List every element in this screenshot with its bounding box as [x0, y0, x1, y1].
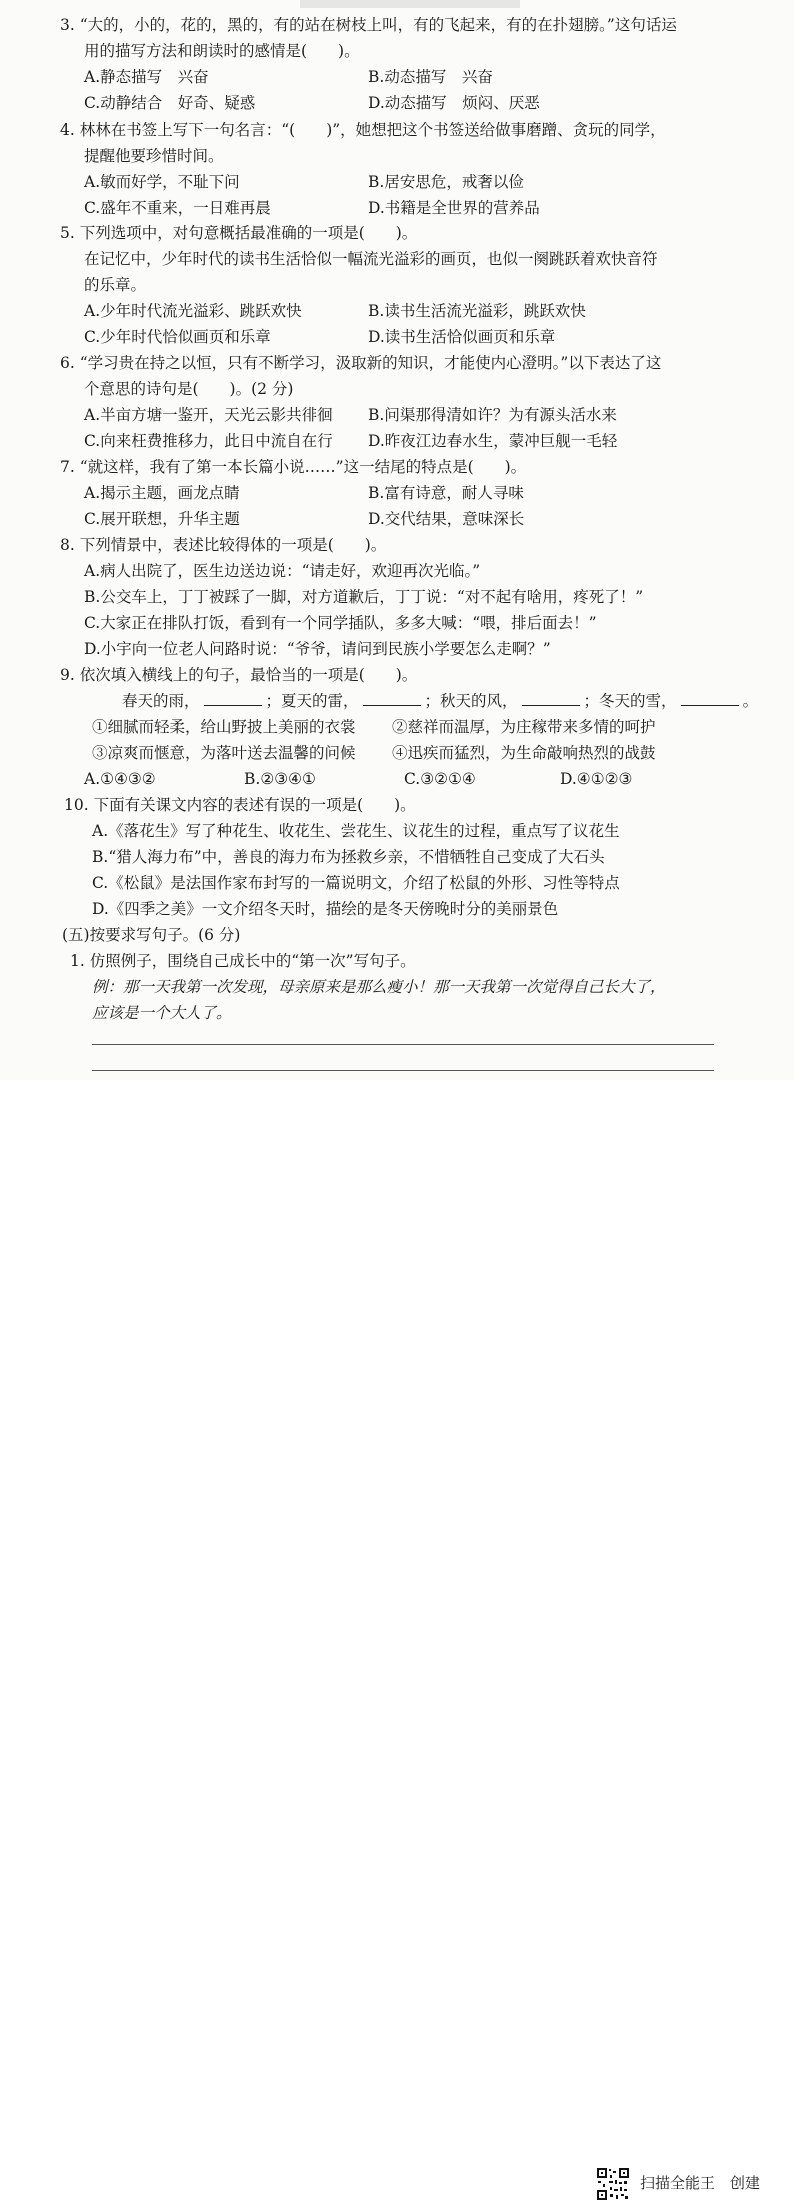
q9-fill-sentence — [122, 690, 758, 712]
q9-blank-2 — [363, 691, 421, 706]
q10-option-d: D.《四季之美》一文介绍冬天时，描绘的是冬天傍晚时分的美丽景色 — [92, 900, 559, 918]
q8-option-b: B.公交车上，丁丁被踩了一脚，对方道歉后，丁丁说：“对不起有啥用，疼死了！” — [84, 588, 644, 606]
q7-option-d: D.交代结果，意味深长 — [368, 510, 525, 528]
q8-option-c: C.大家正在排队打饭，看到有一个同学插队，多多大喊：“喂，排后面去！” — [84, 614, 597, 632]
q10-stem: 10. 下面有关课文内容的表述有误的一项是( )。 — [64, 796, 416, 814]
q9-choice-1: ①细腻而轻柔，给山野披上美丽的衣裳 — [92, 718, 356, 736]
q7-option-c: C.展开联想，升华主题 — [84, 510, 240, 528]
q8-option-d: D.小宇向一位老人问路时说：“爷爷，请问到民族小学要怎么走啊？” — [84, 640, 551, 658]
q5-option-b: B.读书生活流光溢彩，跳跃欢快 — [368, 302, 586, 320]
q9-blank-1 — [204, 691, 262, 706]
q5-stem-3: 的乐章。 — [84, 276, 147, 294]
q4-option-c: C.盛年不重来，一日难再晨 — [84, 199, 271, 217]
q9-text-spring: 春天的雨， — [122, 692, 200, 710]
q9-stem: 9. 依次填入横线上的句子，最恰当的一项是( )。 — [60, 666, 418, 684]
q10-option-a: A.《落花生》写了种花生、收花生、尝花生、议花生的过程，重点写了议花生 — [92, 822, 620, 840]
scanner-brand: 扫描全能王 创建 — [640, 2174, 761, 2192]
section5-example-1: 例：那一天我第一次发现，母亲原来是那么瘦小！那一天我第一次觉得自己长大了， — [92, 978, 666, 996]
q7-option-b: B.富有诗意，耐人寻味 — [368, 484, 524, 502]
section5-example-2: 应该是一个大人了。 — [92, 1004, 232, 1022]
q9-text-end: 。 — [742, 692, 759, 710]
q9-choice-2: ②慈祥而温厚，为庄稼带来多情的呵护 — [392, 718, 656, 736]
q5-option-a: A.少年时代流光溢彩、跳跃欢快 — [84, 302, 302, 320]
q9-blank-4 — [681, 691, 739, 706]
q4-stem-2: 提醒他要珍惜时间。 — [84, 147, 224, 165]
answer-line-1 — [92, 1044, 714, 1045]
section5-heading: (五)按要求写句子。(6 分) — [62, 926, 241, 944]
q9-blank-3 — [522, 691, 580, 706]
answer-line-2 — [92, 1070, 714, 1071]
q4-option-b: B.居安思危，戒奢以俭 — [368, 173, 524, 191]
q9-choice-4: ④迅疾而猛烈，为生命敲响热烈的战鼓 — [392, 744, 656, 762]
q6-option-d: D.昨夜江边春水生，蒙冲巨舰一毛轻 — [368, 432, 618, 450]
q6-option-a: A.半亩方塘一鉴开，天光云影共徘徊 — [84, 406, 333, 424]
scan-smudge — [300, 0, 520, 8]
q6-option-c: C.向来枉费推移力，此日中流自在行 — [84, 432, 333, 450]
scanner-footer — [0, 1080, 794, 2192]
q5-stem-2: 在记忆中，少年时代的读书生活恰似一幅流光溢彩的画页，也似一阕跳跃着欢快音符 — [84, 250, 658, 268]
q9-option-b: B.②③④① — [244, 770, 316, 788]
q9-option-d: D.④①②③ — [560, 770, 633, 788]
q5-option-c: C.少年时代恰似画页和乐章 — [84, 328, 271, 346]
q10-option-b: B.“猎人海力布”中，善良的海力布为拯救乡亲，不惜牺牲自己变成了大石头 — [92, 848, 605, 866]
q7-stem: 7. “就这样，我有了第一本长篇小说……”这一结尾的特点是( )。 — [60, 458, 527, 476]
q9-text-winter: ；冬天的雪， — [583, 692, 677, 710]
q4-stem-1: 4. 林林在书签上写下一句名言：“( )”，她想把这个书签送给做事磨蹭、贪玩的同学， — [60, 121, 666, 139]
q6-stem-1: 6. “学习贵在持之以恒，只有不断学习，汲取新的知识，才能使内心澄明。”以下表达了这 — [60, 354, 662, 372]
q10-option-c: C.《松鼠》是法国作家布封写的一篇说明文，介绍了松鼠的外形、习性等特点 — [92, 874, 620, 892]
q9-text-summer: ；夏天的雷， — [265, 692, 359, 710]
q9-choice-3: ③凉爽而惬意，为落叶送去温馨的问候 — [92, 744, 356, 762]
q7-option-a: A.揭示主题，画龙点睛 — [84, 484, 240, 502]
q3-option-c: C.动静结合 好奇、疑惑 — [84, 94, 256, 112]
section5-item-1: 1. 仿照例子，围绕自己成长中的“第一次”写句子。 — [70, 952, 416, 970]
q3-stem-2: 用的描写方法和朗读时的感情是( )。 — [84, 42, 360, 60]
q9-option-a: A.①④③② — [84, 770, 156, 788]
q4-option-d: D.书籍是全世界的营养品 — [368, 199, 540, 217]
q6-option-b: B.问渠那得清如许？为有源头活水来 — [368, 406, 617, 424]
q3-stem-1: 3. “大的，小的，花的，黑的，有的站在树枝上叫，有的飞起来，有的在扑翅膀。”这句话运 — [60, 16, 677, 34]
q4-option-a: A.敏而好学，不耻下问 — [84, 173, 240, 191]
q9-option-c: C.③②①④ — [404, 770, 476, 788]
q3-option-b: B.动态描写 兴奋 — [368, 68, 493, 86]
q3-option-d: D.动态描写 烦闷、厌恶 — [368, 94, 540, 112]
q8-stem: 8. 下列情景中，表述比较得体的一项是( )。 — [60, 536, 387, 554]
qr-code-icon — [596, 2167, 630, 2201]
q9-text-autumn: ；秋天的风， — [424, 692, 518, 710]
q5-stem-1: 5. 下列选项中，对句意概括最准确的一项是( )。 — [60, 224, 418, 242]
exam-page — [0, 0, 794, 1080]
q3-option-a: A.静态描写 兴奋 — [84, 68, 209, 86]
q8-option-a: A.病人出院了，医生边送边说：“请走好，欢迎再次光临。” — [84, 562, 481, 580]
q6-stem-2: 个意思的诗句是( )。(2 分) — [84, 380, 294, 398]
q5-option-d: D.读书生活恰似画页和乐章 — [368, 328, 556, 346]
